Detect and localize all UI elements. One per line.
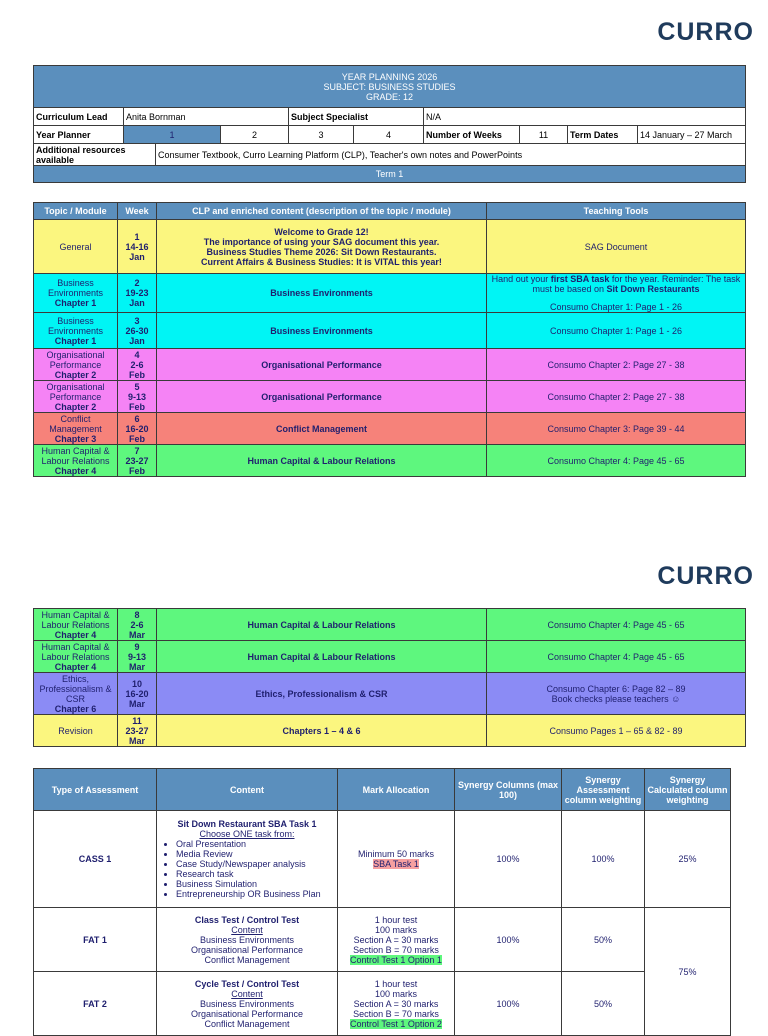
general-row — [34, 220, 746, 274]
fat1-row — [34, 908, 731, 972]
table-row — [34, 381, 746, 413]
control-test-option: Control Test 1 Option 1 — [350, 954, 442, 965]
week-cell: 4 2-6 Feb — [118, 349, 157, 381]
topic-cell: Business Environments Chapter 1 — [34, 274, 118, 313]
table-row — [34, 715, 746, 747]
content-cell: Human Capital & Labour Relations — [157, 609, 487, 641]
topic-cell: Business Environments Chapter 1 — [34, 313, 118, 349]
assessment-type: CASS 1 — [34, 811, 157, 908]
synergy-columns: 100% — [455, 908, 562, 972]
planning-title: YEAR PLANNING 2026 SUBJECT: BUSINESS STUDIES GRADE: 12 — [34, 66, 746, 108]
year-planning-header-table — [33, 65, 746, 183]
year-planner-label: Year Planner — [34, 126, 124, 144]
assessment-type: FAT 2 — [34, 972, 157, 1036]
week-cell: 5 9-13 Feb — [118, 381, 157, 413]
control-test-option: Control Test 1 Option 2 — [350, 1018, 442, 1029]
topic-cell: Ethics, Professionalism & CSR Chapter 6 — [34, 673, 118, 715]
table-row — [34, 274, 746, 313]
assessment-content: Cycle Test / Control Test Content Business Environments Organisational Performance Conflict Management — [157, 972, 338, 1036]
content-cell: Business Environments — [157, 313, 487, 349]
table-row — [34, 673, 746, 715]
table-row — [34, 641, 746, 673]
week-header: Week — [118, 203, 157, 220]
topic-cell: Revision — [34, 715, 118, 747]
term-label: Term 1 — [34, 166, 746, 183]
synergy-columns: 100% — [455, 972, 562, 1036]
tools-cell: Consumo Chapter 4: Page 45 - 65 — [487, 609, 746, 641]
mark-allocation: Minimum 50 marks SBA Task 1 — [338, 811, 455, 908]
content-header: CLP and enriched content (description of the topic / module) — [157, 203, 487, 220]
sba-task-label: SBA Task 1 — [373, 859, 419, 869]
table-row — [34, 413, 746, 445]
table-row — [34, 349, 746, 381]
synergy-columns: 100% — [455, 811, 562, 908]
weeks-label: Number of Weeks — [424, 126, 520, 144]
tools-cell: Consumo Chapter 1: Page 1 - 26 — [487, 313, 746, 349]
cass1-row — [34, 811, 731, 908]
content-cell: Welcome to Grade 12! The importance of using your SAG document this year. Business Studies Theme 2026: Sit Down Restaurants. Current Affairs & Business Studies: It is VITAL this year! — [157, 220, 487, 274]
content-header: Content — [157, 769, 338, 811]
tools-cell: Hand out your first SBA task for the year. Reminder: The task must be based on Sit Down Restaurants Consumo Chapter 1: Page 1 - 26 — [487, 274, 746, 313]
content-cell: Chapters 1 – 4 & 6 — [157, 715, 487, 747]
mark-allocation: 1 hour test 100 marks Section A = 30 marks Section B = 70 marks Control Test 1 Option 1 — [338, 908, 455, 972]
week-cell: 2 19-23 Jan — [118, 274, 157, 313]
topic-cell: Conflict Management Chapter 3 — [34, 413, 118, 445]
table-row — [34, 445, 746, 477]
topic-cell: General — [34, 220, 118, 274]
synergy-weighting: 50% — [562, 972, 645, 1036]
planner-cell-4: 4 — [354, 126, 424, 144]
tools-cell: Consumo Chapter 4: Page 45 - 65 — [487, 445, 746, 477]
synergy-calculated-header: Synergy Calculated column weighting — [645, 769, 731, 811]
planner-cell-3: 3 — [289, 126, 354, 144]
tools-cell: Consumo Chapter 2: Page 27 - 38 — [487, 349, 746, 381]
assessment-type: FAT 1 — [34, 908, 157, 972]
plan-table-page2 — [33, 608, 746, 747]
week-cell: 7 23-27 Feb — [118, 445, 157, 477]
curro-logo: CURRO — [657, 562, 754, 590]
synergy-weighting: 50% — [562, 908, 645, 972]
synergy-weighting-header: Synergy Assessment column weighting — [562, 769, 645, 811]
topic-cell: Human Capital & Labour Relations Chapter 4 — [34, 445, 118, 477]
tools-cell: Consumo Chapter 4: Page 45 - 65 — [487, 641, 746, 673]
topic-cell: Organisational Performance Chapter 2 — [34, 349, 118, 381]
week-cell: 11 23-27 Mar — [118, 715, 157, 747]
topic-cell: Human Capital & Labour Relations Chapter 4 — [34, 641, 118, 673]
content-cell: Business Environments — [157, 274, 487, 313]
curro-logo: CURRO — [657, 18, 754, 46]
curriculum-lead-value: Anita Bornman — [124, 108, 289, 126]
week-cell: 6 16-20 Feb — [118, 413, 157, 445]
type-header: Type of Assessment — [34, 769, 157, 811]
synergy-calculated: 25% — [645, 811, 731, 908]
curriculum-lead-label: Curriculum Lead — [34, 108, 124, 126]
mark-header: Mark Allocation — [338, 769, 455, 811]
subject-specialist-label: Subject Specialist — [289, 108, 424, 126]
topic-cell: Organisational Performance Chapter 2 — [34, 381, 118, 413]
tools-cell: Consumo Chapter 3: Page 39 - 44 — [487, 413, 746, 445]
resources-label: Additional resources available — [34, 144, 156, 166]
content-cell: Ethics, Professionalism & CSR — [157, 673, 487, 715]
table-row — [34, 609, 746, 641]
week-cell: 3 26-30 Jan — [118, 313, 157, 349]
assessment-content: Class Test / Control Test Content Business Environments Organisational Performance Conflict Management — [157, 908, 338, 972]
subject-specialist-value: N/A — [424, 108, 746, 126]
resources-value: Consumer Textbook, Curro Learning Platform (CLP), Teacher's own notes and PowerPoints — [156, 144, 746, 166]
topic-header: Topic / Module — [34, 203, 118, 220]
planner-cell-2: 2 — [221, 126, 289, 144]
content-cell: Human Capital & Labour Relations — [157, 641, 487, 673]
content-cell: Human Capital & Labour Relations — [157, 445, 487, 477]
table-row — [34, 313, 746, 349]
tools-cell: Consumo Chapter 6: Page 82 – 89 Book checks please teachers ☺ — [487, 673, 746, 715]
content-cell: Conflict Management — [157, 413, 487, 445]
synergy-calculated: 75% — [645, 908, 731, 1036]
tools-cell: SAG Document — [487, 220, 746, 274]
tools-cell: Consumo Chapter 2: Page 27 - 38 — [487, 381, 746, 413]
mark-allocation: 1 hour test 100 marks Section A = 30 marks Section B = 70 marks Control Test 1 Option 2 — [338, 972, 455, 1036]
synergy-weighting: 100% — [562, 811, 645, 908]
content-cell: Organisational Performance — [157, 349, 487, 381]
tools-header: Teaching Tools — [487, 203, 746, 220]
fat2-row — [34, 972, 731, 1036]
term-dates-label: Term Dates — [568, 126, 638, 144]
week-cell: 1 14-16 Jan — [118, 220, 157, 274]
plan-table-page1 — [33, 202, 746, 477]
weeks-value: 11 — [520, 126, 568, 144]
week-cell: 9 9-13 Mar — [118, 641, 157, 673]
term-dates-value: 14 January – 27 March — [638, 126, 746, 144]
week-cell: 8 2-6 Mar — [118, 609, 157, 641]
assessment-content: Sit Down Restaurant SBA Task 1 Choose ONE task from: • Oral Presentation • Media Review • Case Study/Newspaper analysis • Research task • Business Simulation • Entrepreneurship OR Business Plan — [157, 811, 338, 908]
tools-cell: Consumo Pages 1 – 65 & 82 - 89 — [487, 715, 746, 747]
topic-cell: Human Capital & Labour Relations Chapter 4 — [34, 609, 118, 641]
synergy-columns-header: Synergy Columns (max 100) — [455, 769, 562, 811]
planner-cell-1: 1 — [124, 126, 221, 144]
content-cell: Organisational Performance — [157, 381, 487, 413]
assessment-table — [33, 768, 731, 1036]
week-cell: 10 16-20 Mar — [118, 673, 157, 715]
